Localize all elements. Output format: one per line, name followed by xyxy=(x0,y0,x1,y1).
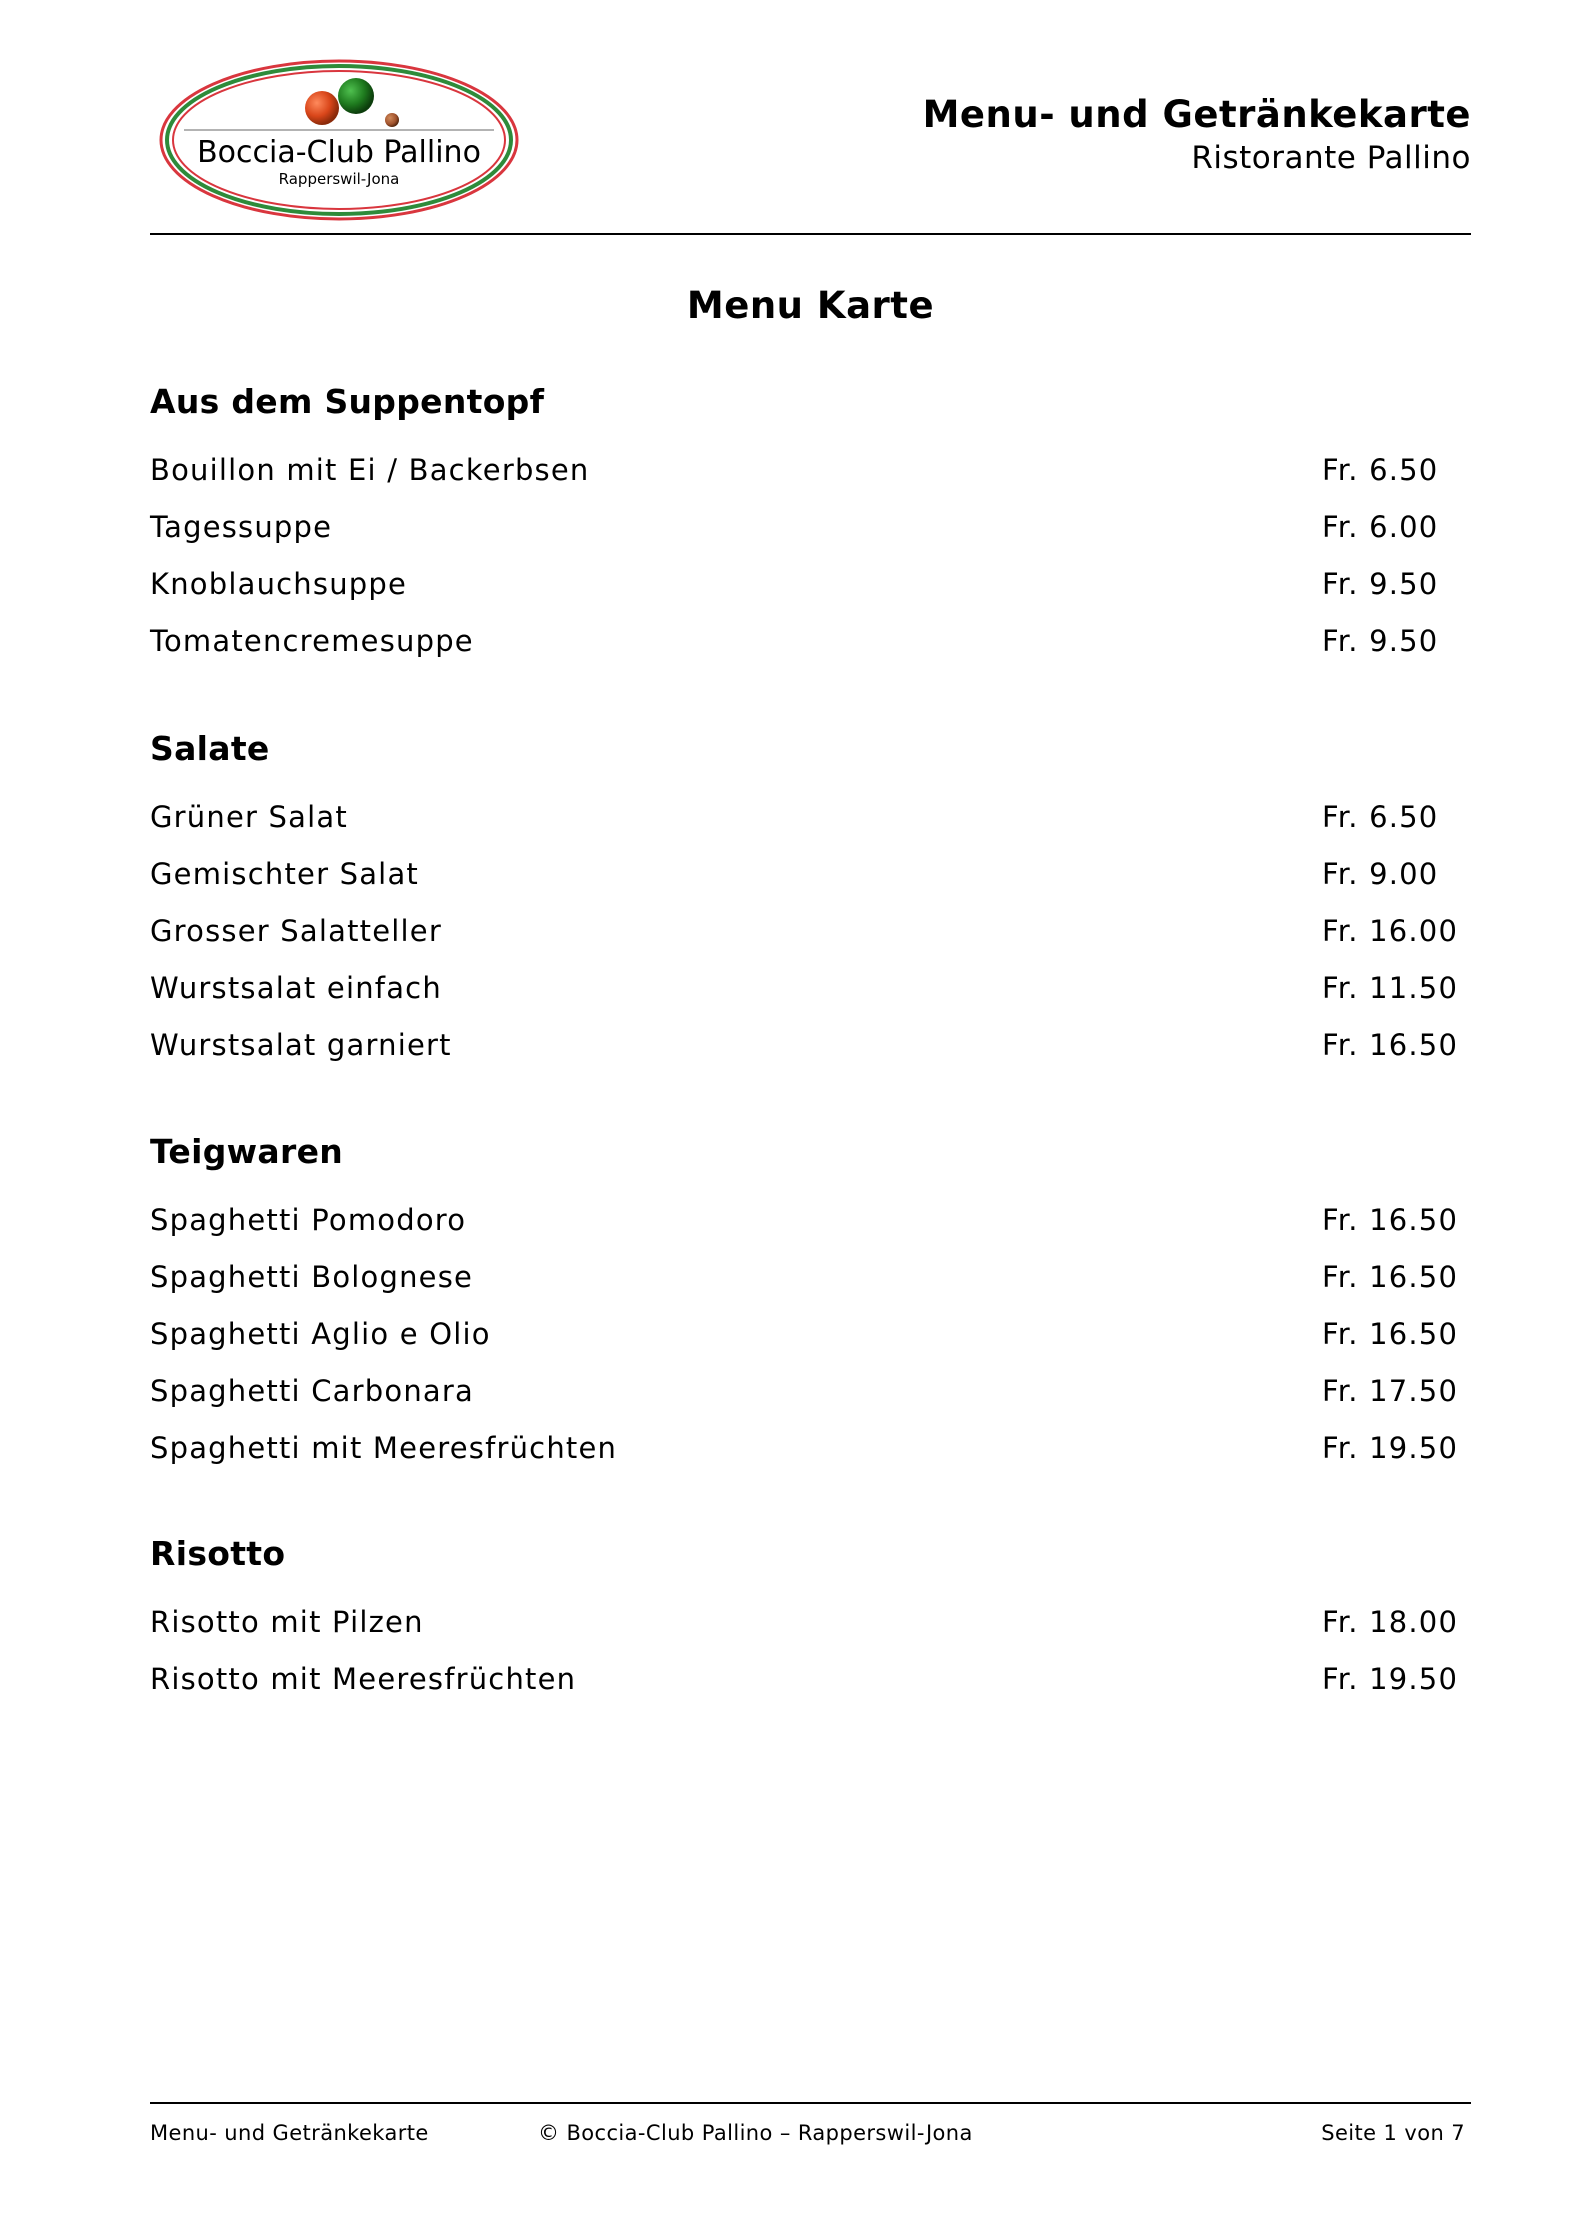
boccia-club-logo xyxy=(158,58,520,222)
item-price: Fr. 9.50 xyxy=(1322,624,1439,658)
menu-item xyxy=(150,903,1471,960)
green-ball-icon xyxy=(338,78,374,114)
item-name: Tomatencremesuppe xyxy=(150,624,474,658)
menu-item xyxy=(150,499,1471,556)
item-price: Fr. 18.00 xyxy=(1322,1605,1459,1639)
item-name: Wurstsalat einfach xyxy=(150,971,442,1005)
item-price: Fr. 9.50 xyxy=(1322,567,1439,601)
section-suppentopf xyxy=(150,382,1471,670)
header-rule xyxy=(150,233,1471,235)
menu-item xyxy=(150,960,1471,1017)
menu-item xyxy=(150,1594,1471,1651)
item-name: Risotto mit Pilzen xyxy=(150,1605,424,1639)
menu-item xyxy=(150,442,1471,499)
item-price: Fr. 6.50 xyxy=(1322,800,1439,834)
item-name: Spaghetti Aglio e Olio xyxy=(150,1317,491,1351)
menu-item xyxy=(150,1249,1471,1306)
item-name: Gemischter Salat xyxy=(150,857,419,891)
item-name: Spaghetti Pomodoro xyxy=(150,1203,467,1237)
page-title: Menu Karte xyxy=(686,284,935,327)
pallino-ball-icon xyxy=(385,113,399,127)
header-title: Menu- und Getränkekarte xyxy=(922,93,1471,136)
footer-rule xyxy=(150,2102,1471,2104)
item-price: Fr. 11.50 xyxy=(1322,971,1459,1005)
section-heading: Salate xyxy=(150,729,270,768)
menu-item xyxy=(150,1420,1471,1477)
item-price: Fr. 16.50 xyxy=(1322,1317,1459,1351)
item-name: Spaghetti Carbonara xyxy=(150,1374,474,1408)
section-heading: Risotto xyxy=(150,1534,286,1573)
item-name: Spaghetti mit Meeresfrüchten xyxy=(150,1431,618,1465)
menu-item xyxy=(150,613,1471,670)
item-price: Fr. 19.50 xyxy=(1322,1662,1459,1696)
item-price: Fr. 16.50 xyxy=(1322,1203,1459,1237)
menu-item xyxy=(150,1363,1471,1420)
item-name: Spaghetti Bolognese xyxy=(150,1260,474,1294)
item-name: Wurstsalat garniert xyxy=(150,1028,452,1062)
item-price: Fr. 6.00 xyxy=(1322,510,1439,544)
item-price: Fr. 9.00 xyxy=(1322,857,1439,891)
item-price: Fr. 16.00 xyxy=(1322,914,1459,948)
logo-name: Boccia-Club Pallino xyxy=(197,135,481,170)
footer-copyright: © Boccia-Club Pallino – Rapperswil-Jona xyxy=(538,2121,973,2145)
orange-ball-icon xyxy=(305,91,339,125)
item-name: Risotto mit Meeresfrüchten xyxy=(150,1662,577,1696)
section-risotto xyxy=(150,1534,1471,1708)
header-subtitle: Ristorante Pallino xyxy=(1191,140,1471,176)
document-header xyxy=(923,92,1471,178)
menu-item xyxy=(150,556,1471,613)
item-name: Knoblauchsuppe xyxy=(150,567,408,601)
item-price: Fr. 6.50 xyxy=(1322,453,1439,487)
section-heading: Aus dem Suppentopf xyxy=(150,382,545,421)
menu-item xyxy=(150,1651,1471,1708)
menu-item xyxy=(150,1306,1471,1363)
menu-item xyxy=(150,1017,1471,1074)
section-teigwaren xyxy=(150,1132,1471,1477)
item-price: Fr. 16.50 xyxy=(1322,1260,1459,1294)
section-salate xyxy=(150,729,1471,1074)
section-heading: Teigwaren xyxy=(150,1132,344,1171)
logo-tagline: Rapperswil-Jona xyxy=(278,170,400,188)
item-price: Fr. 17.50 xyxy=(1322,1374,1459,1408)
menu-item xyxy=(150,846,1471,903)
footer-page-number: Seite 1 von 7 xyxy=(1321,2121,1465,2145)
menu-item xyxy=(150,789,1471,846)
item-name: Tagessuppe xyxy=(150,510,333,544)
item-name: Grosser Salatteller xyxy=(150,914,442,948)
menu-item xyxy=(150,1192,1471,1249)
item-price: Fr. 19.50 xyxy=(1322,1431,1459,1465)
item-price: Fr. 16.50 xyxy=(1322,1028,1459,1062)
item-name: Grüner Salat xyxy=(150,800,348,834)
item-name: Bouillon mit Ei / Backerbsen xyxy=(150,453,590,487)
footer-document-title: Menu- und Getränkekarte xyxy=(150,2121,429,2145)
